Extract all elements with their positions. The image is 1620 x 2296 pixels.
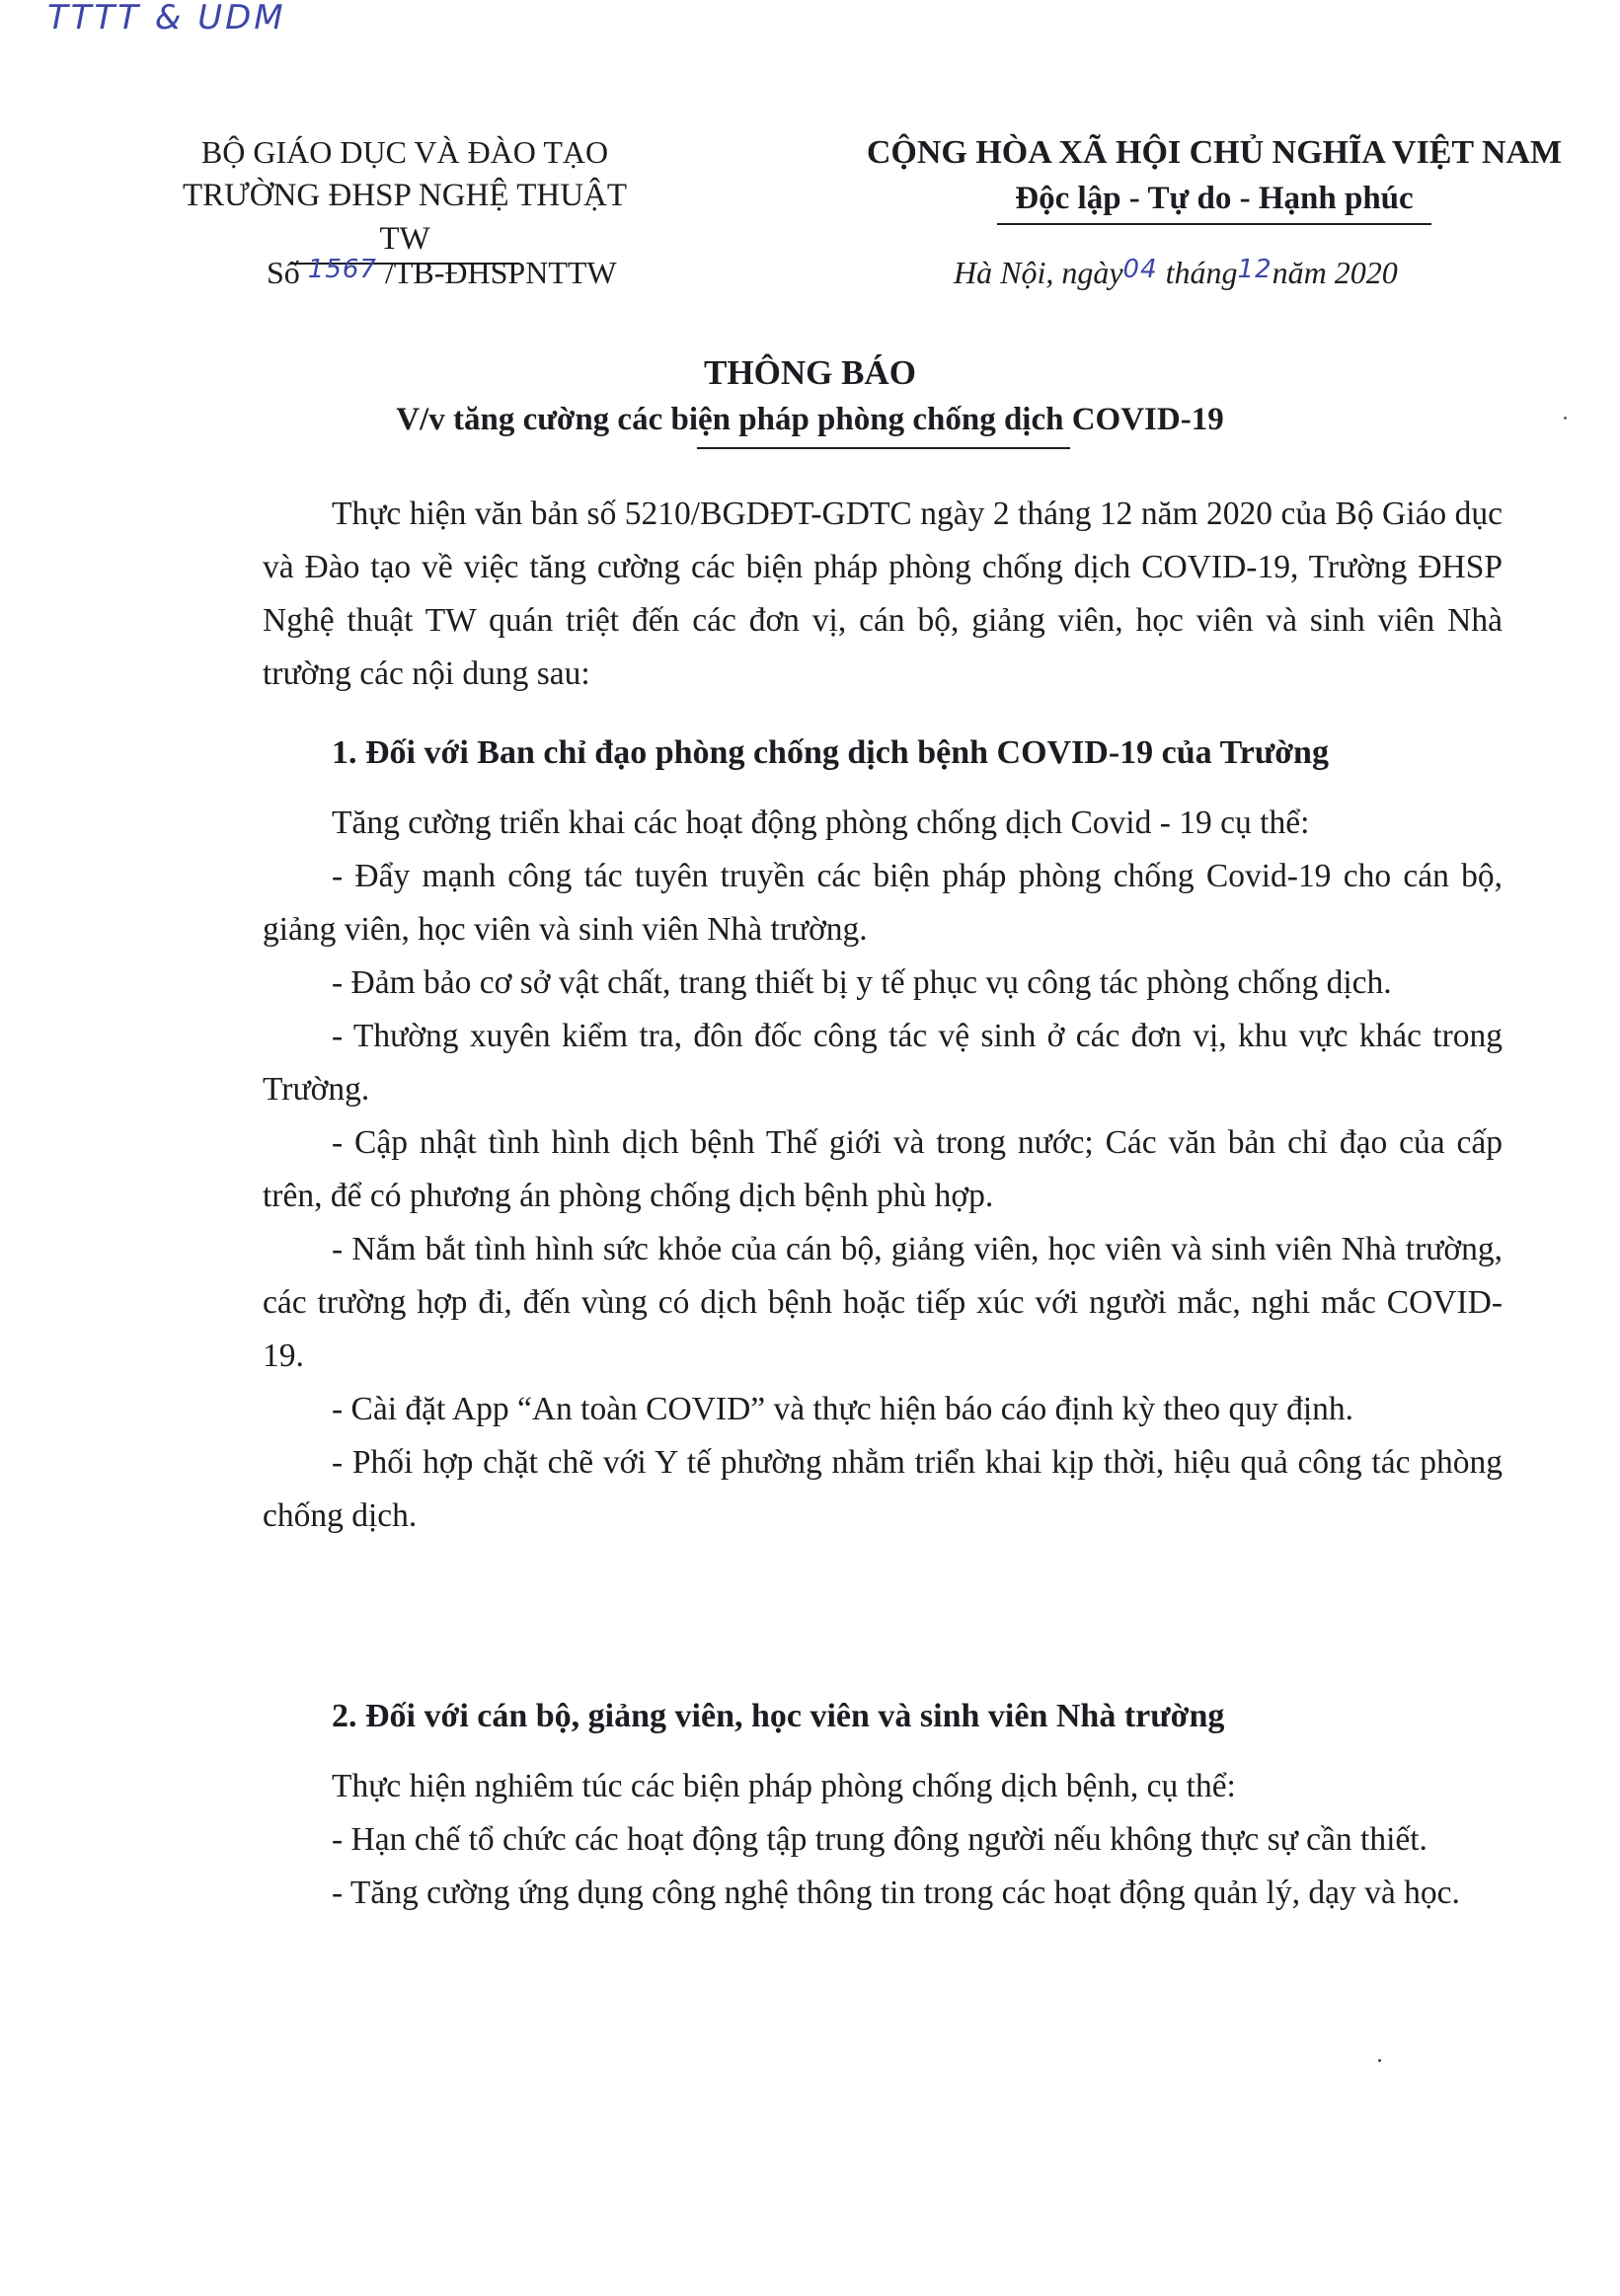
document-number-suffix: /TB-ĐHSPNTTW: [384, 255, 617, 290]
section-1-item: - Nắm bắt tình hình sức khỏe của cán bộ, giảng viên, học viên và sinh viên Nhà trường, các trường hợp đi, đến vùng có dịch bệnh hoặc tiếp xúc với người mắc, nghi mắc COVID- 19.: [263, 1231, 1503, 1374]
document-number-handwritten: 1567: [307, 255, 377, 284]
section-1-lead: Tăng cường triển khai các hoạt động phòng chống dịch Covid - 19 cụ thể:: [332, 804, 1310, 841]
section-1-item: - Thường xuyên kiểm tra, đôn đốc công tác vệ sinh ở các đơn vị, khu vực khác trong Trường.: [263, 1018, 1503, 1108]
date-part3: năm 2020: [1272, 255, 1398, 290]
ministry-name: BỘ GIÁO DỤC VÀ ĐÀO TẠO: [200, 134, 609, 170]
scan-speck: [1378, 2059, 1381, 2062]
section-1-item: - Đẩy mạnh công tác tuyên truyền các biện pháp phòng chống Covid-19 cho cán bộ, giảng viên, học viên và sinh viên Nhà trường.: [263, 858, 1503, 948]
subtitle-underline: [697, 447, 1070, 449]
header-right-underline: [997, 223, 1431, 225]
document-number: [267, 255, 617, 291]
handwritten-note: TTTT & UDM: [47, 0, 286, 38]
date-day: 04: [1122, 255, 1158, 284]
date-month: 12: [1237, 255, 1273, 284]
section-1: [263, 727, 1503, 780]
section-1-heading: 1. Đối với Ban chỉ đạo phòng chống dịch bệnh COVID-19 của Trường: [332, 734, 1329, 771]
section-2-item: - Hạn chế tổ chức các hoạt động tập trung đông người nếu không thực sự cần thiết.: [332, 1821, 1427, 1858]
intro-paragraph: Thực hiện văn bản số 5210/BGDĐT-GDTC ngày 2 tháng 12 năm 2020 của Bộ Giáo dục và Đào tạo về việc tăng cường các biện pháp phòng chống dịch COVID-19, Trường ĐHSP Nghệ thuật TW quán triệt đến các đơn vị, cán bộ, giảng viên, học viên và sinh viên Nhà trường các nội dung sau:: [263, 496, 1503, 692]
national-motto: Độc lập - Tự do - Hạnh phúc: [1015, 181, 1414, 216]
section-2: [263, 1690, 1503, 1743]
section-1-item: - Cài đặt App “An toàn COVID” và thực hiện báo cáo định kỳ theo quy định.: [332, 1391, 1354, 1427]
section-1-item: - Đảm bảo cơ sở vật chất, trang thiết bị y tế phục vụ công tác phòng chống dịch.: [332, 964, 1392, 1001]
date-part1: Hà Nội, ngày: [954, 255, 1123, 290]
intro-block: [263, 488, 1503, 701]
school-name: TRƯỜNG ĐHSP NGHỆ THUẬT TW: [182, 178, 628, 257]
scan-speck: [1564, 417, 1567, 420]
section-2-item: - Tăng cường ứng dụng công nghệ thông tin trong các hoạt động quản lý, dạy và học.: [332, 1875, 1460, 1911]
section-2-heading: 2. Đối với cán bộ, giảng viên, học viên và sinh viên Nhà trường: [332, 1698, 1225, 1734]
document-subtitle: V/v tăng cường các biện pháp phòng chống dịch COVID-19: [396, 402, 1224, 437]
section-1-item: - Phối hợp chặt chẽ với Y tế phường nhằm triển khai kịp thời, hiệu quả công tác phòng chống dịch.: [263, 1444, 1503, 1534]
section-1-body: [263, 797, 1503, 1543]
document-number-prefix: Số: [267, 255, 300, 290]
national-heading: [829, 130, 1599, 225]
date-part2: tháng: [1165, 255, 1238, 290]
issuing-organization: [178, 130, 632, 265]
section-2-lead: Thực hiện nghiêm túc các biện pháp phòng chống dịch bệnh, cụ thể:: [332, 1768, 1236, 1804]
country-name: CỘNG HÒA XÃ HỘI CHỦ NGHĨA VIỆT NAM: [866, 134, 1563, 171]
section-1-item: - Cập nhật tình hình dịch bệnh Thế giới và trong nước; Các văn bản chỉ đạo của cấp trên, để có phương án phòng chống dịch bệnh phù hợp.: [263, 1124, 1503, 1214]
document-date: [954, 255, 1398, 291]
document-title: THÔNG BÁO: [704, 353, 916, 392]
section-2-body: [263, 1760, 1503, 1920]
